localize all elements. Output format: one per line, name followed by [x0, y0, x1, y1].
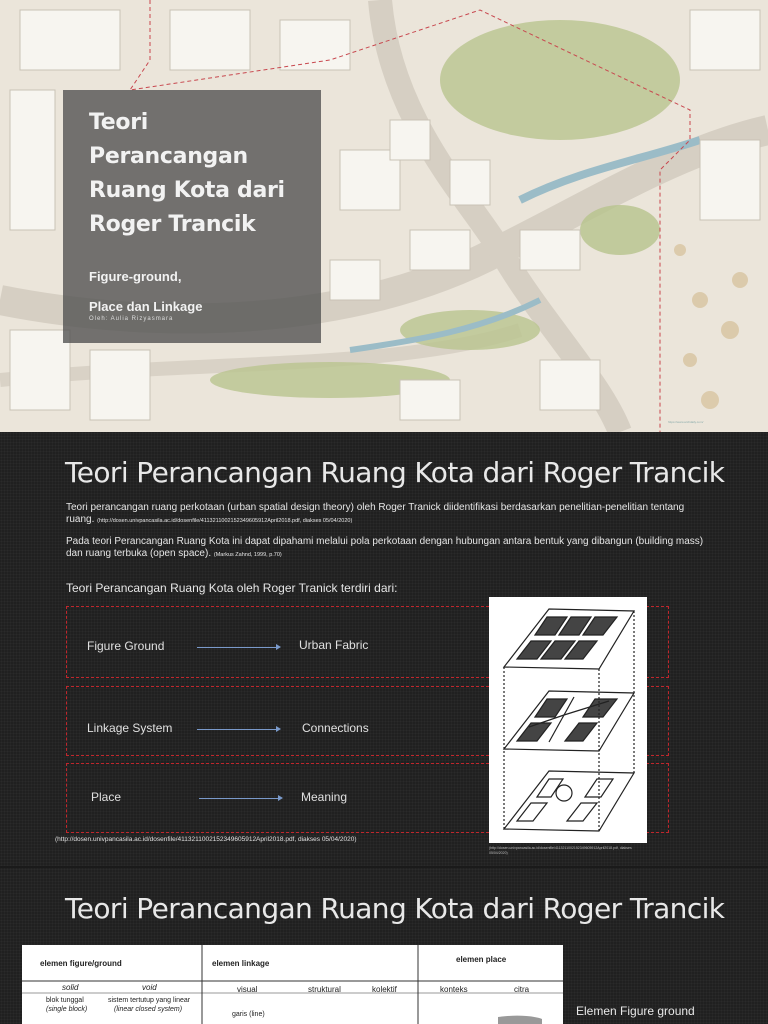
cover-title-line: Teori	[89, 110, 149, 135]
aside-text: Elemen Figure ground	[576, 1004, 695, 1018]
cell-linear-closed-en: (linear closed system)	[114, 1006, 183, 1013]
theory-row-right: Urban Fabric	[299, 638, 369, 652]
arrow-right-icon	[197, 729, 279, 730]
paragraph-2-text: Pada teori Perancangan Ruang Kota ini dapat dipahami melalui pola perkotaan dengan hubungan antara bentuk yang dibangun (building mass) dan ruang terbuka (open space).	[66, 536, 704, 559]
theory-row-right: Meaning	[301, 790, 348, 804]
cover-title	[89, 106, 295, 242]
slide-title: Teori Perancangan Ruang Kota dari Roger Trancik	[65, 456, 725, 489]
cell-linear-closed: sistem tertutup yang linear	[108, 997, 191, 1004]
slide-title: Teori Perancangan Ruang Kota dari Roger Trancik	[65, 892, 725, 925]
column-kolektif: kolektif	[372, 985, 397, 994]
cover-subtitle-line: Figure-ground,	[89, 269, 182, 284]
theory-row-left: Place	[91, 790, 122, 804]
theory-row-right: Connections	[302, 721, 369, 735]
figure-ground-layers-illustration	[489, 597, 647, 843]
column-solid: solid	[62, 983, 79, 992]
slide-theory-overview	[0, 432, 768, 866]
cover-title-line: Ruang Kota dari	[89, 178, 285, 203]
slide-cover	[0, 0, 768, 432]
cover-subtitle-line: Place dan Linkage	[89, 299, 203, 314]
cell-single-block-en: (single block)	[46, 1006, 88, 1013]
paragraph-1-text: Teori perancangan ruang perkotaan (urban spatial design theory) oleh Roger Tranick diidentifikasi berdasarkan penelitian-penelitian tentang ruang.	[66, 502, 685, 525]
cell-garis: garis (line)	[232, 1011, 265, 1018]
column-struktural: struktural	[308, 985, 341, 994]
column-konteks: konteks	[440, 985, 468, 994]
image-reference: (http://dosen.univpancasila.ac.id/dosenfile/4113211002152349605912April2018.pdf, diakses 05/04/2020)	[489, 846, 632, 855]
header-linkage: elemen linkage	[212, 959, 270, 968]
slide-elements-table	[0, 868, 768, 1024]
column-citra: citra	[514, 985, 530, 994]
cover-author: Oleh: Aulia Rizyasmara	[89, 316, 174, 322]
elements-table	[22, 945, 563, 1024]
theory-row-left: Linkage System	[87, 721, 173, 735]
bottom-reference: (http://dosen.univpancasila.ac.id/dosenfile/4113211002152349605912April2018.pdf, diakses 05/04/2020)	[55, 836, 357, 843]
arrow-right-icon	[197, 647, 279, 648]
column-visual: visual	[237, 985, 258, 994]
theory-row-left: Figure Ground	[87, 639, 165, 653]
title-box	[63, 90, 321, 343]
list-lead: Teori Perancangan Ruang Kota oleh Roger Tranick terdiri dari:	[66, 581, 398, 595]
paragraph-2	[66, 536, 706, 561]
arrow-right-icon	[199, 798, 281, 799]
header-figure-ground: elemen figure/ground	[40, 959, 122, 968]
image-credit: https://www.archdaily.com/	[668, 420, 704, 424]
cover-title-line: Perancangan	[89, 144, 248, 169]
cell-single-block: blok tunggal	[46, 997, 84, 1004]
paragraph-2-reference: (Markus Zahnd, 1999, p.70)	[213, 552, 282, 558]
column-void: void	[142, 983, 157, 992]
cover-title-line: Roger Trancik	[89, 212, 256, 237]
paragraph-1	[66, 502, 706, 527]
paragraph-1-reference: (http://dosen.univpancasila.ac.id/dosenfile/4113211002152349605912April2018.pdf, diakses 05/04/2020)	[97, 518, 353, 524]
cover-subtitle	[89, 262, 295, 322]
header-place: elemen place	[456, 955, 507, 964]
